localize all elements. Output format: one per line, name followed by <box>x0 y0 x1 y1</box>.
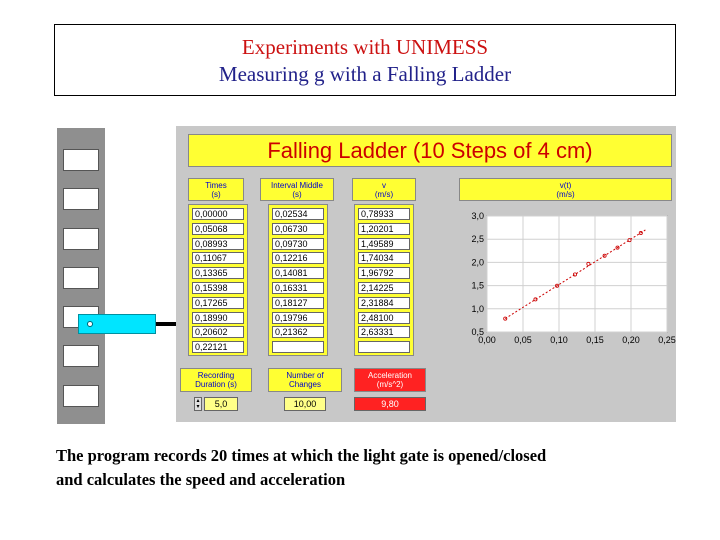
interval-cell: 0,21362 <box>272 326 324 338</box>
slide-subtitle: Measuring g with a Falling Ladder <box>218 62 512 86</box>
app-title: Falling Ladder (10 Steps of 4 cm) <box>188 134 672 167</box>
interval-cell: 0,12216 <box>272 252 324 264</box>
velocity-cell: 1,49589 <box>358 238 410 250</box>
ladder-rung <box>63 149 99 171</box>
interval-cell: 0,09730 <box>272 238 324 250</box>
acceleration-label-line2: (m/s^2) <box>376 380 404 389</box>
recording-label-line1: Recording <box>197 371 235 380</box>
velocity-cell: 0,78933 <box>358 208 410 220</box>
header-interval-middle <box>260 178 334 201</box>
velocity-cell: 2,14225 <box>358 282 410 294</box>
duration-stepper[interactable] <box>194 397 202 411</box>
time-cell: 0,13365 <box>192 267 244 279</box>
time-cell: 0,20602 <box>192 326 244 338</box>
velocity-cell <box>358 341 410 353</box>
time-cell: 0,05068 <box>192 223 244 235</box>
changes-label-line1: Number of <box>286 371 324 380</box>
y-tick-label: 2,0 <box>471 257 484 268</box>
stepper-up-icon[interactable]: ▴ <box>196 398 200 404</box>
header-times-unit: (s) <box>211 190 221 199</box>
header-vt-label: v(t) <box>559 181 572 190</box>
changes-label-line2: Changes <box>288 380 322 389</box>
ladder-illustration <box>57 128 105 424</box>
velocity-cell: 1,96792 <box>358 267 410 279</box>
time-cell: 0,17265 <box>192 297 244 309</box>
x-tick-label: 0,05 <box>514 335 532 345</box>
ladder-rung <box>63 228 99 250</box>
velocity-cell: 1,20201 <box>358 223 410 235</box>
x-tick-label: 0,00 <box>478 335 496 345</box>
time-cell: 0,22121 <box>192 341 244 353</box>
acceleration-label <box>354 368 426 392</box>
unimess-panel <box>176 126 676 422</box>
caption-line1: The program records 20 times at which the light gate is opened/closed <box>56 446 547 465</box>
header-v-unit: (m/s) <box>374 190 394 199</box>
time-cell: 0,18990 <box>192 312 244 324</box>
recording-label-line2: Duration (s) <box>195 380 237 389</box>
time-cell: 0,15398 <box>192 282 244 294</box>
header-times-label: Times <box>205 181 227 190</box>
y-tick-label: 1,5 <box>471 280 484 291</box>
interval-cell: 0,06730 <box>272 223 324 235</box>
vt-chart <box>459 204 676 352</box>
acceleration-value: 9,80 <box>354 397 426 411</box>
y-tick-label: 0,5 <box>471 327 484 337</box>
plot-area <box>487 216 667 332</box>
velocity-cell: 1,74034 <box>358 252 410 264</box>
title-box <box>54 24 676 96</box>
number-of-changes-value: 10,00 <box>284 397 326 411</box>
vt-chart-svg <box>459 204 676 352</box>
ladder-rung <box>63 267 99 289</box>
y-tick-label: 2,5 <box>471 234 484 245</box>
time-cell: 0,00000 <box>192 208 244 220</box>
interval-cell <box>272 341 324 353</box>
light-gate-mount <box>156 322 176 326</box>
interval-cell: 0,02534 <box>272 208 324 220</box>
header-vt <box>459 178 672 201</box>
y-tick-label: 3,0 <box>471 211 484 221</box>
interval-middle-column <box>268 204 328 356</box>
caption <box>56 444 676 492</box>
x-tick-label: 0,15 <box>586 335 604 345</box>
caption-line2: and calculates the speed and acceleration <box>56 470 346 489</box>
time-cell: 0,11067 <box>192 252 244 264</box>
interval-cell: 0,16331 <box>272 282 324 294</box>
interval-cell: 0,14081 <box>272 267 324 279</box>
x-tick-label: 0,20 <box>622 335 640 345</box>
y-tick-label: 1,0 <box>471 303 484 314</box>
recording-duration-label <box>180 368 252 392</box>
header-vt-unit: (m/s) <box>556 190 575 199</box>
number-of-changes-label <box>268 368 342 392</box>
velocity-cell: 2,48100 <box>358 312 410 324</box>
acceleration-label-line1: Acceleration <box>367 371 413 380</box>
interval-cell: 0,19796 <box>272 312 324 324</box>
velocity-cell: 2,31884 <box>358 297 410 309</box>
times-column <box>188 204 248 356</box>
velocity-cell: 2,63331 <box>358 326 410 338</box>
velocity-column <box>354 204 414 356</box>
slide-title: Experiments with UNIMESS <box>241 35 489 59</box>
ladder-rung <box>63 188 99 210</box>
ladder-rung <box>63 345 99 367</box>
interval-cell: 0,18127 <box>272 297 324 309</box>
x-tick-label: 0,10 <box>550 335 568 345</box>
time-cell: 0,08993 <box>192 238 244 250</box>
stepper-down-icon[interactable]: ▾ <box>196 404 200 410</box>
header-interval-label: Interval Middle <box>270 181 324 190</box>
x-tick-label: 0,25 <box>658 335 676 345</box>
light-gate <box>78 314 156 334</box>
header-interval-unit: (s) <box>292 190 302 199</box>
header-times <box>188 178 244 201</box>
header-v <box>352 178 416 201</box>
ladder-rung <box>63 385 99 407</box>
recording-duration-input[interactable]: 5,0 <box>204 397 238 411</box>
light-gate-sensor <box>87 321 93 327</box>
header-v-label: v <box>382 181 386 190</box>
